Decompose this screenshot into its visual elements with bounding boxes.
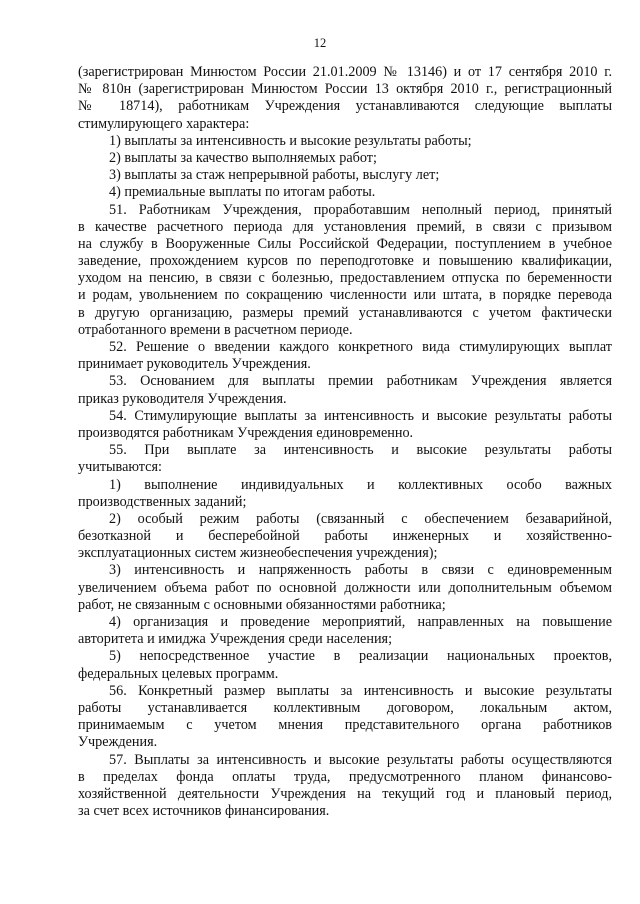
text-line: 4) организация и проведение мероприятий, направленных на повышение bbox=[109, 614, 612, 630]
text-line: 3) интенсивность и напряженность работы в связи с единовременным bbox=[109, 562, 612, 579]
text-line: № 18714), работникам Учреждения устанавливаются следующие выплаты bbox=[78, 98, 612, 115]
text-line: принимает руководитель Учреждения. bbox=[78, 356, 311, 373]
text-line: и родам, увольнением по сокращению численности или штата, в порядке перевода bbox=[78, 287, 612, 304]
text-line: авторитета и имиджа Учреждения среди населения; bbox=[78, 631, 393, 648]
text-line: учитываются: bbox=[78, 459, 162, 476]
text-line: 3) выплаты за стаж непрерывной работы, выслугу лет; bbox=[109, 167, 440, 184]
text-line: производственных заданий; bbox=[78, 493, 247, 510]
document-body bbox=[78, 64, 612, 820]
text-line: производятся работникам Учреждения единовременно. bbox=[78, 424, 414, 441]
text-line: приказ руководителя Учреждения. bbox=[78, 390, 287, 407]
text-line: 1) выплаты за интенсивность и высокие результаты работы; bbox=[109, 132, 472, 149]
text-line: 53. Основанием для выплаты премии работникам Учреждения является bbox=[109, 373, 612, 390]
text-line: эксплуатационных систем жизнеобеспечения учреждения); bbox=[78, 545, 438, 562]
text-line: стимулирующего характера: bbox=[78, 115, 250, 132]
text-line: (зарегистрирован Минюстом России 21.01.2009 № 13146) и от 17 сентября 2010 г. bbox=[78, 64, 612, 80]
text-line: в качестве расчетного периода для установления премий, в связи с призывом bbox=[78, 218, 612, 235]
text-line: уходом на пенсию, в связи с болезнью, предоставлением отпуска по беременности bbox=[78, 270, 612, 287]
text-line: работ, не связанным с основными обязанностями работника; bbox=[78, 596, 446, 613]
text-line: увеличением объема работ по основной должности или дополнительным объемом bbox=[78, 579, 612, 596]
text-line: федеральных целевых программ. bbox=[78, 665, 279, 682]
page-number: 12 bbox=[313, 36, 327, 50]
text-line: 2) выплаты за качество выполняемых работ; bbox=[109, 149, 377, 166]
text-line: 56. Конкретный размер выплаты за интенсивность и высокие результаты bbox=[109, 682, 612, 699]
text-line: 2) особый режим работы (связанный с обеспечением безаварийной, bbox=[109, 510, 612, 527]
text-line: 55. При выплате за интенсивность и высокие результаты работы bbox=[109, 442, 612, 459]
text-line: в другую организацию, размеры премий устанавливаются с учетом фактически bbox=[78, 304, 612, 321]
text-line: в пределах фонда оплаты труда, предусмотренного планом финансово- bbox=[78, 768, 612, 785]
text-line: безотказной и бесперебойной работы инженерных и хозяйственно- bbox=[78, 528, 612, 545]
text-line: Учреждения. bbox=[78, 734, 158, 751]
text-line: на службу в Вооруженные Силы Российской Федерации, поступлением в учебное bbox=[78, 235, 612, 252]
text-line: 52. Решение о введении каждого конкретного вида стимулирующих выплат bbox=[109, 339, 612, 355]
text-line: 57. Выплаты за интенсивность и высокие результаты работы осуществляются bbox=[109, 751, 612, 768]
text-line: 1) выполнение индивидуальных и коллективных особо важных bbox=[109, 476, 612, 493]
text-line: 54. Стимулирующие выплаты за интенсивность и высокие результаты работы bbox=[109, 407, 612, 424]
text-line: № 810н (зарегистрирован Минюстом России 13 октября 2010 г., регистрационный bbox=[78, 81, 612, 98]
text-line: за счет всех источников финансирования. bbox=[78, 803, 330, 820]
text-line: принимаемым с учетом мнения представительного органа работников bbox=[78, 717, 612, 734]
text-line: 51. Работникам Учреждения, проработавшим неполный период, принятый bbox=[109, 201, 612, 218]
text-line: заведение, прохождением курсов по переподготовке и повышению квалификации, bbox=[78, 253, 612, 270]
text-line: хозяйственной деятельности Учреждения на текущий год и плановый период, bbox=[78, 785, 612, 802]
text-line: работы устанавливается коллективным договором, локальным актом, bbox=[78, 699, 612, 716]
text-line: отработанного времени в расчетном периоде. bbox=[78, 321, 353, 338]
text-line: 5) непосредственное участие в реализации национальных проектов, bbox=[109, 648, 612, 665]
text-line: 4) премиальные выплаты по итогам работы. bbox=[109, 184, 376, 201]
